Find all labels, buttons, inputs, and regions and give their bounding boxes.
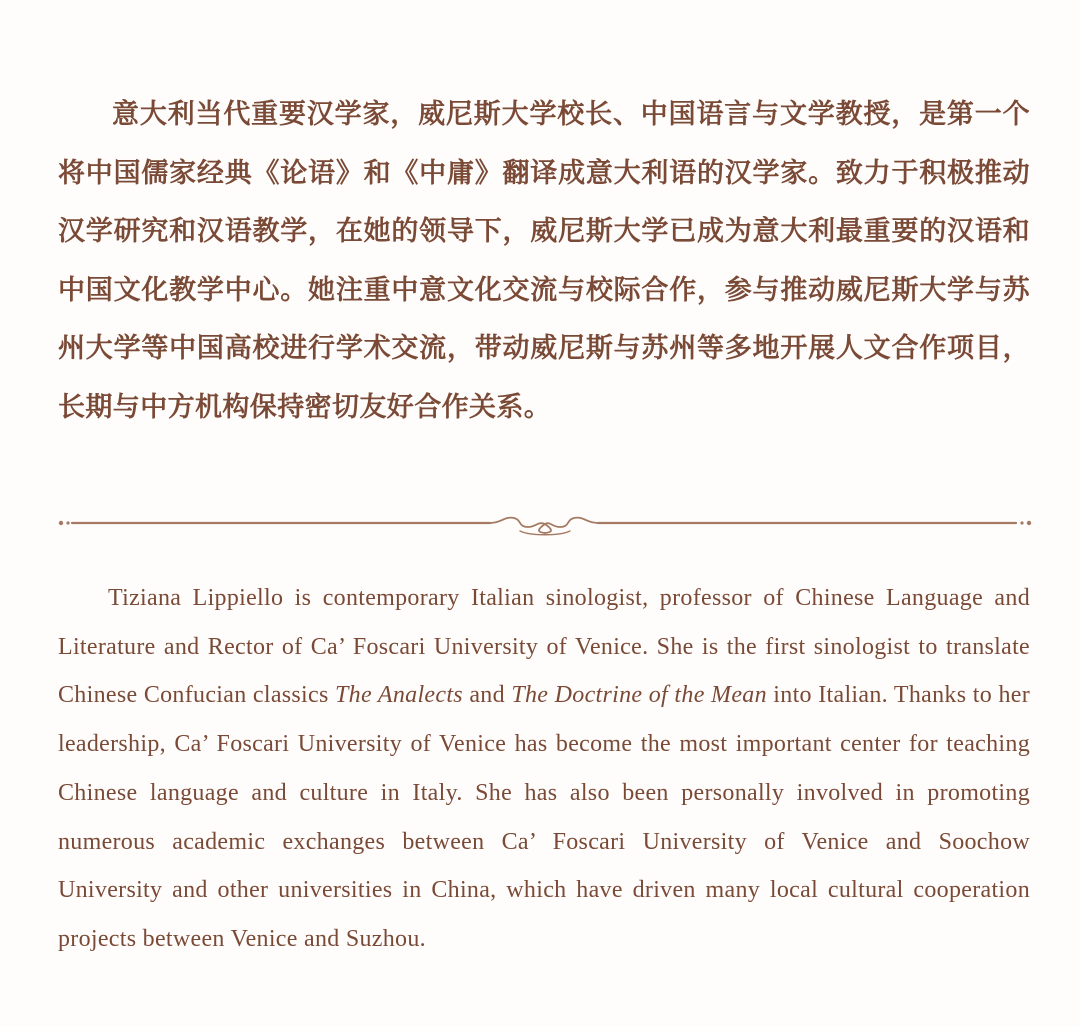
english-paragraph bbox=[58, 574, 1030, 964]
chinese-paragraph: 意大利当代重要汉学家，威尼斯大学校长、中国语言与文学教授，是第一个将中国儒家经典《论语》和《中庸》翻译成意大利语的汉学家。致力于积极推动汉学研究和汉语教学，在她的领导下，威尼斯大学已成为意大利最重要的汉语和中国文化教学中心。她注重中意文化交流与校际合作，参与推动威尼斯大学与苏州大学等中国高校进行学术交流，带动威尼斯与苏州等多地开展人文合作项目，长期与中方机构保持密切友好合作关系。 bbox=[58, 99, 1030, 423]
book-title-analects: The Analects bbox=[335, 682, 463, 709]
book-title-doctrine-of-the-mean: The Doctrine of the Mean bbox=[511, 682, 767, 709]
flourish-ornament-icon bbox=[59, 518, 1031, 535]
english-text-part-3: into Italian. Thanks to her leadership, Ca’ Foscari University of Venice has become the most important center for teaching Chinese language and culture in Italy. She has also been personally involved in promoting numerous academic exchanges between Ca’ Foscari University of Venice and Soochow University and other universities in China, which have driven many local cultural cooperation projects between Venice and Suzhou. bbox=[58, 682, 1031, 952]
english-text-part-1: Tiziana Lippiello is contemporary Italian sinologist, professor of Chinese Language and Literature and Rector of Ca’ Foscari University of Venice. She is the first sinologist to translate Chinese Confucian classics bbox=[58, 585, 1030, 709]
english-text-part-2: and bbox=[462, 682, 512, 709]
ornamental-divider bbox=[58, 510, 1032, 538]
